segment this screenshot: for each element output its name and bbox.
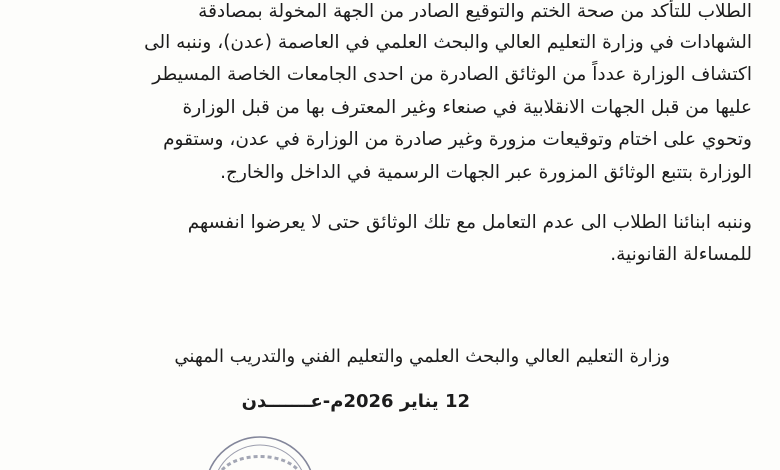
paragraph-1-line-6: الوزارة بتتبع الوثائق المزورة عبر الجهات الرسمية في الداخل والخارج. bbox=[220, 162, 752, 183]
paragraph-2-line-1: وننبه ابنائنا الطلاب الى عدم التعامل مع تلك الوثائق حتى لا يعرضوا انفسهم bbox=[187, 212, 752, 233]
paragraph-2-line-2: للمساءلة القانونية. bbox=[610, 244, 752, 265]
ministry-signature: وزارة التعليم العالي والبحث العلمي والتعليم الفني والتدريب المهني bbox=[174, 346, 670, 367]
paragraph-1-line-5: وتحوي على اختام وتوقيعات مزورة وغير صادرة من الوزارة في عدن، وستقوم bbox=[163, 129, 752, 150]
letter-date: 12 يناير 2026م-عـــــــدن bbox=[241, 391, 470, 412]
official-stamp bbox=[200, 430, 320, 470]
paragraph-1-line-4: عليها من قبل الجهات الانقلابية في صنعاء وغير المعترف بها من قبل الوزارة bbox=[182, 97, 752, 118]
paragraph-1-line-2: الشهادات في وزارة التعليم العالي والبحث العلمي في العاصمة (عدن)، وننبه الى bbox=[144, 32, 752, 53]
paragraph-1-line-3: اكتشاف الوزارة عدداً من الوثائق الصادرة من احدى الجامعات الخاصة المسيطر bbox=[152, 64, 752, 85]
paragraph-1-line-1: الطلاب للتأكد من صحة الختم والتوقيع الصادر من الجهة المخولة بمصادقة bbox=[198, 1, 752, 22]
